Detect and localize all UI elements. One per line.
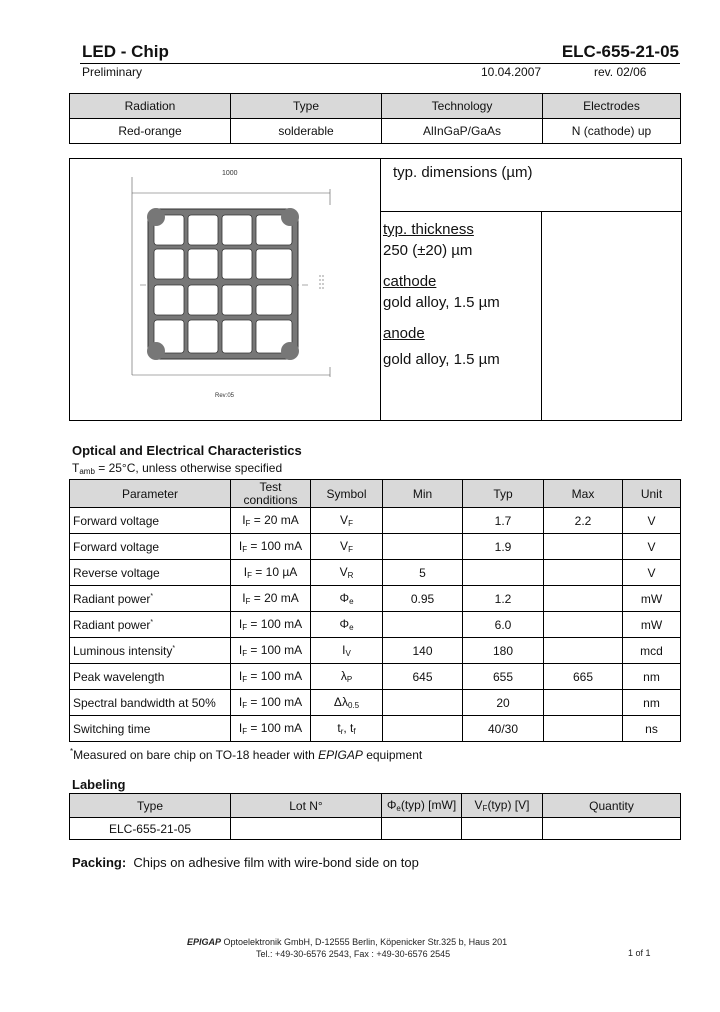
char-symbol: $V_F$ xyxy=(311,534,383,560)
drawing-caption: Rev:05 xyxy=(215,393,235,399)
char-unit: nm xyxy=(623,664,681,690)
char-condition: $I_F = 100$ mA xyxy=(231,690,311,716)
overview-header: Technology xyxy=(382,94,543,119)
char-typ: 1.9 xyxy=(463,534,544,560)
labeling-table xyxy=(69,793,681,840)
labeling-cell xyxy=(382,818,462,840)
char-unit: V xyxy=(623,560,681,586)
char-min: 645 xyxy=(383,664,463,690)
char-min: 140 xyxy=(383,638,463,664)
labeling-cell xyxy=(462,818,543,840)
char-header: Test conditions xyxy=(231,480,311,508)
packing-text: Chips on adhesive film with wire-bond side on top xyxy=(133,855,419,870)
char-min: 0.95 xyxy=(383,586,463,612)
char-unit: nm xyxy=(623,690,681,716)
labeling-header: Type xyxy=(70,794,231,818)
char-min xyxy=(383,508,463,534)
date-label: 10.04.2007 xyxy=(481,65,542,79)
labeling-heading: Labeling xyxy=(72,777,126,792)
char-row xyxy=(70,508,681,534)
char-header: Typ xyxy=(463,480,544,508)
char-row xyxy=(70,690,681,716)
char-max xyxy=(544,612,623,638)
labeling-cell: ELC-655-21-05 xyxy=(70,818,231,840)
labeling-header: $\Phi_e(typ)$ [mW] xyxy=(382,794,462,818)
optical-heading: Optical and Electrical Characteristics xyxy=(72,443,302,458)
thickness-value: 250 (±20) µm xyxy=(383,242,473,259)
char-condition: $I_F = 100$ mA xyxy=(231,716,311,742)
char-min: 5 xyxy=(383,560,463,586)
dimensions-heading: typ. dimensions (µm) xyxy=(393,164,533,181)
char-symbol: $V_R$ xyxy=(311,560,383,586)
char-min xyxy=(383,690,463,716)
labeling-header: $V_F(typ)$ [V] xyxy=(462,794,543,818)
labeling-cell xyxy=(231,818,382,840)
char-typ: 20 xyxy=(463,690,544,716)
revision-label: rev. 02/06 xyxy=(594,65,647,79)
char-header: Symbol xyxy=(311,480,383,508)
overview-cell: AlInGaP/GaAs xyxy=(382,119,543,144)
footnote: *Measured on bare chip on TO-18 header with EPIGAP equipment xyxy=(70,747,423,762)
char-max xyxy=(544,690,623,716)
char-row xyxy=(70,612,681,638)
char-header: Parameter xyxy=(70,480,231,508)
char-row xyxy=(70,638,681,664)
char-condition: $I_F = 20$ mA xyxy=(231,586,311,612)
char-typ: 1.7 xyxy=(463,508,544,534)
status-label: Preliminary xyxy=(82,65,143,79)
header-rule xyxy=(80,63,680,64)
anode-label: anode xyxy=(383,325,425,342)
overview-header: Radiation xyxy=(70,94,231,119)
char-symbol: $\lambda_P$ xyxy=(311,664,383,690)
char-max xyxy=(544,586,623,612)
part-number-title: ELC-655-21-05 xyxy=(561,42,679,61)
char-condition: $I_F = 100$ mA xyxy=(231,638,311,664)
char-parameter: Reverse voltage xyxy=(70,560,231,586)
char-header: Min xyxy=(383,480,463,508)
dimensions-divider-h xyxy=(380,211,681,212)
char-row xyxy=(70,664,681,690)
char-symbol: $\Phi_e$ xyxy=(311,612,383,638)
dimensions-divider-v xyxy=(380,158,381,420)
char-min xyxy=(383,534,463,560)
char-parameter: Peak wavelength xyxy=(70,664,231,690)
labeling-cell xyxy=(543,818,681,840)
overview-table xyxy=(69,93,681,144)
overview-cell: solderable xyxy=(231,119,382,144)
char-typ xyxy=(463,560,544,586)
char-unit: mcd xyxy=(623,638,681,664)
dimensions-divider-v2 xyxy=(541,211,542,420)
char-typ: 1.2 xyxy=(463,586,544,612)
labeling-header: Lot N° xyxy=(231,794,382,818)
overview-header: Electrodes xyxy=(543,94,681,119)
char-condition: $I_F = 100$ mA xyxy=(231,664,311,690)
chip-drawing xyxy=(120,165,340,400)
char-unit: mW xyxy=(623,612,681,638)
characteristics-table xyxy=(69,479,681,742)
char-symbol: $t_r$, $t_f$ xyxy=(311,716,383,742)
char-parameter: Forward voltage xyxy=(70,508,231,534)
char-max xyxy=(544,560,623,586)
page-number: 1 of 1 xyxy=(628,948,651,958)
char-max xyxy=(544,716,623,742)
char-parameter: Spectral bandwidth at 50% xyxy=(70,690,231,716)
char-typ: 6.0 xyxy=(463,612,544,638)
char-typ: 655 xyxy=(463,664,544,690)
ambient-condition: $T_{amb} = 25^\circ C$, unless otherwise specified xyxy=(72,461,283,476)
char-max: 2.2 xyxy=(544,508,623,534)
footer-address: EPIGAP Optoelektronik GmbH, D-12555 Berlin, Köpenicker Str.325 b, Haus 201 xyxy=(187,937,508,947)
char-row xyxy=(70,586,681,612)
labeling-header: Quantity xyxy=(543,794,681,818)
char-parameter: Forward voltage xyxy=(70,534,231,560)
char-row xyxy=(70,560,681,586)
char-unit: V xyxy=(623,534,681,560)
overview-header: Type xyxy=(231,94,382,119)
char-symbol: $V_F$ xyxy=(311,508,383,534)
char-typ: 40/30 xyxy=(463,716,544,742)
cathode-value: gold alloy, 1.5 µm xyxy=(383,294,500,311)
overview-cell: Red-orange xyxy=(70,119,231,144)
char-parameter: Radiant power* xyxy=(70,586,231,612)
char-unit: V xyxy=(623,508,681,534)
overview-cell: N (cathode) up xyxy=(543,119,681,144)
char-max xyxy=(544,638,623,664)
char-row xyxy=(70,716,681,742)
char-symbol: $I_V$ xyxy=(311,638,383,664)
char-condition: $I_F = 100$ mA xyxy=(231,612,311,638)
char-unit: mW xyxy=(623,586,681,612)
char-max: 665 xyxy=(544,664,623,690)
char-condition: $I_F = 10$ µA xyxy=(231,560,311,586)
char-parameter: Luminous intensity* xyxy=(70,638,231,664)
footer-contact: Tel.: +49-30-6576 2543, Fax : +49-30-6576 2545 xyxy=(256,949,451,959)
char-symbol: $\Delta\lambda_{0.5}$ xyxy=(311,690,383,716)
cathode-label: cathode xyxy=(383,273,437,290)
char-row xyxy=(70,534,681,560)
char-header: Max xyxy=(544,480,623,508)
char-condition: $I_F = 100$ mA xyxy=(231,534,311,560)
char-condition: $I_F = 20$ mA xyxy=(231,508,311,534)
width-dimension-label: 1000 xyxy=(222,170,238,177)
packing-label: Packing: xyxy=(72,855,127,870)
packing-line xyxy=(72,855,419,870)
char-typ: 180 xyxy=(463,638,544,664)
char-min xyxy=(383,716,463,742)
char-header: Unit xyxy=(623,480,681,508)
thickness-label: typ. thickness xyxy=(383,221,474,238)
anode-value: gold alloy, 1.5 µm xyxy=(383,351,500,368)
chip-title: LED - Chip xyxy=(82,42,169,61)
char-max xyxy=(544,534,623,560)
char-symbol: $\Phi_e$ xyxy=(311,586,383,612)
char-min xyxy=(383,612,463,638)
char-parameter: Radiant power* xyxy=(70,612,231,638)
char-parameter: Switching time xyxy=(70,716,231,742)
char-unit: ns xyxy=(623,716,681,742)
